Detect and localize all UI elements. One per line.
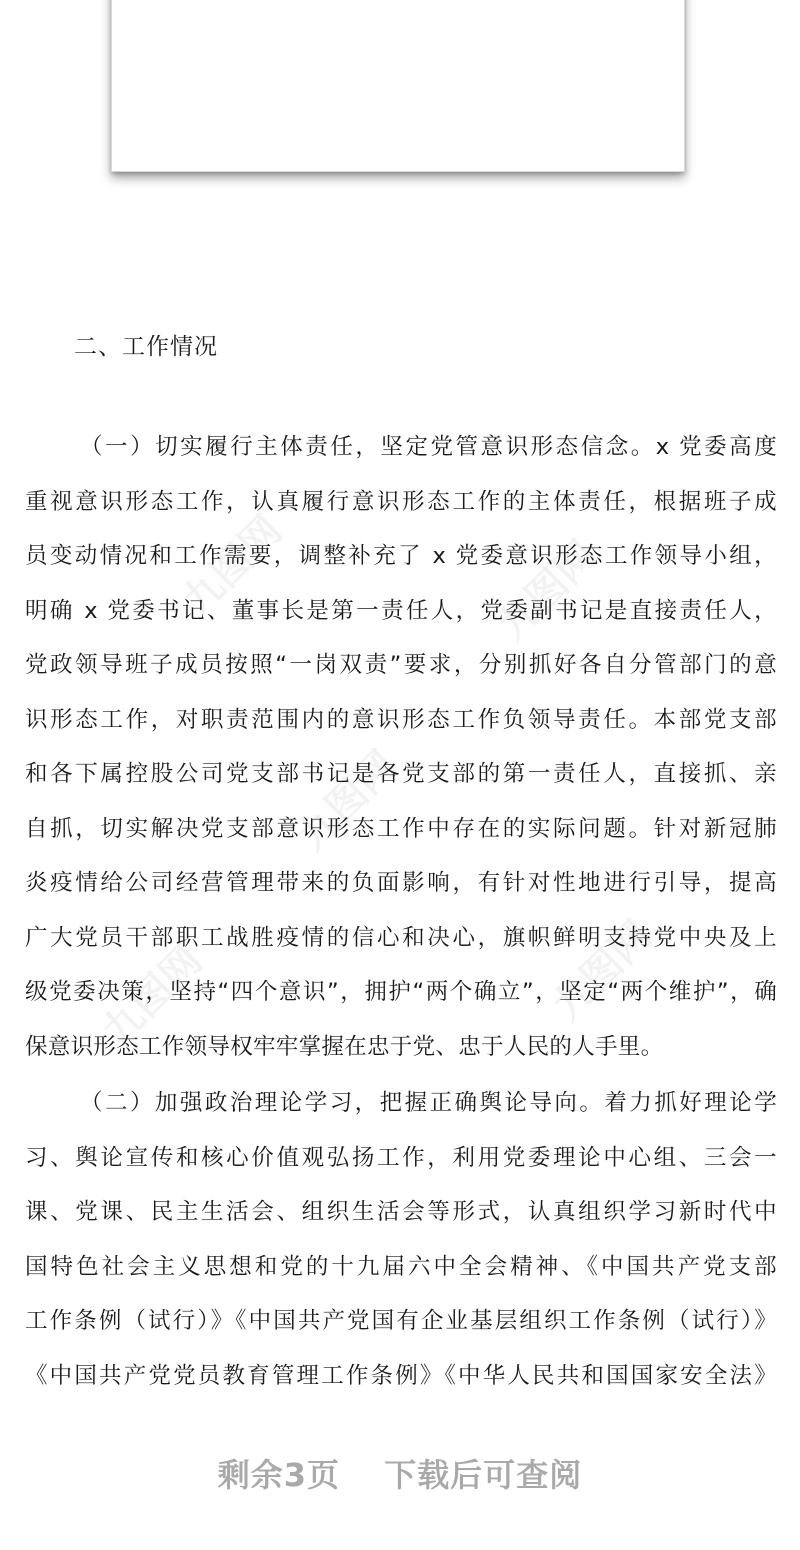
paragraph-line: 保意识形态工作领导权牢牢掌握在忠于党、忠于人民的人手里。	[25, 1033, 664, 1060]
paragraph-line: 级党委决策，坚持“四个意识”，拥护“两个确立”，坚定“两个维护”，确	[25, 979, 777, 1005]
paragraph-responsibility	[25, 420, 777, 1074]
paragraph-theory-study	[25, 1076, 777, 1403]
paragraph-line: （二）加强政治理论学习，把握正确舆论导向。着力抓好理论学	[80, 1090, 777, 1116]
paragraph-line: 习、舆论宣传和核心价值观弘扬工作，利用党委理论中心组、三会一	[25, 1144, 777, 1171]
watermark: 九图网	[288, 742, 407, 860]
download-to-read-more-banner[interactable]	[0, 1450, 800, 1496]
paragraph-line: 广大党员干部职工战胜疫情的信心和决心，旗帜鲜明支持党中央及上	[25, 924, 777, 951]
paragraph-line: 课、党课、民主生活会、组织生活会等形式，认真组织学习新时代中	[25, 1199, 777, 1225]
paragraph-line: 识形态工作，对职责范围内的意识形态工作负领导责任。本部党支部	[25, 706, 777, 733]
paragraph-line: 明确 x 党委书记、董事长是第一责任人，党委副书记是直接责任人，	[25, 597, 777, 624]
paragraph-line: 《中国共产党党员教育管理工作条例》《中华人民共和国国家安全法》	[25, 1362, 777, 1389]
paragraph-line: 和各下属控股公司党支部书记是各党支部的第一责任人，直接抓、亲	[25, 761, 777, 787]
paragraph-line: 国特色社会主义思想和党的十九届六中全会精神、《中国共产党支部	[25, 1253, 777, 1280]
paragraph-line: （一）切实履行主体责任，坚定党管意识形态信念。x 党委高度	[80, 434, 777, 460]
remaining-pages-label: 剩余3页	[217, 1456, 341, 1494]
watermark: 九图网	[543, 912, 662, 1030]
download-hint-label: 下载后可查阅	[384, 1456, 583, 1494]
paragraph-line: 炎疫情给公司经营管理带来的负面影响，有针对性地进行引导，提高	[25, 870, 777, 896]
paragraph-line: 员变动情况和工作需要，调整补充了 x 党委意识形态工作领导小组，	[25, 543, 777, 569]
previous-page-preview	[111, 0, 685, 172]
watermark: 九图网	[488, 532, 607, 650]
paragraph-line: 重视意识形态工作，认真履行意识形态工作的主体责任，根据班子成	[25, 488, 777, 515]
watermark: 九图网	[173, 507, 292, 625]
section-heading: 二、工作情况	[74, 334, 218, 360]
paragraph-line: 工作条例（试行）》《中国共产党国有企业基层组织工作条例（试行）》	[25, 1308, 777, 1334]
watermark: 九图网	[93, 937, 212, 1055]
paragraph-line: 自抓，切实解决党支部意识形态工作中存在的实际问题。针对新冠肺	[25, 815, 777, 842]
paragraph-line: 党政领导班子成员按照“一岗双责”要求，分别抓好各自分管部门的意	[25, 652, 777, 678]
